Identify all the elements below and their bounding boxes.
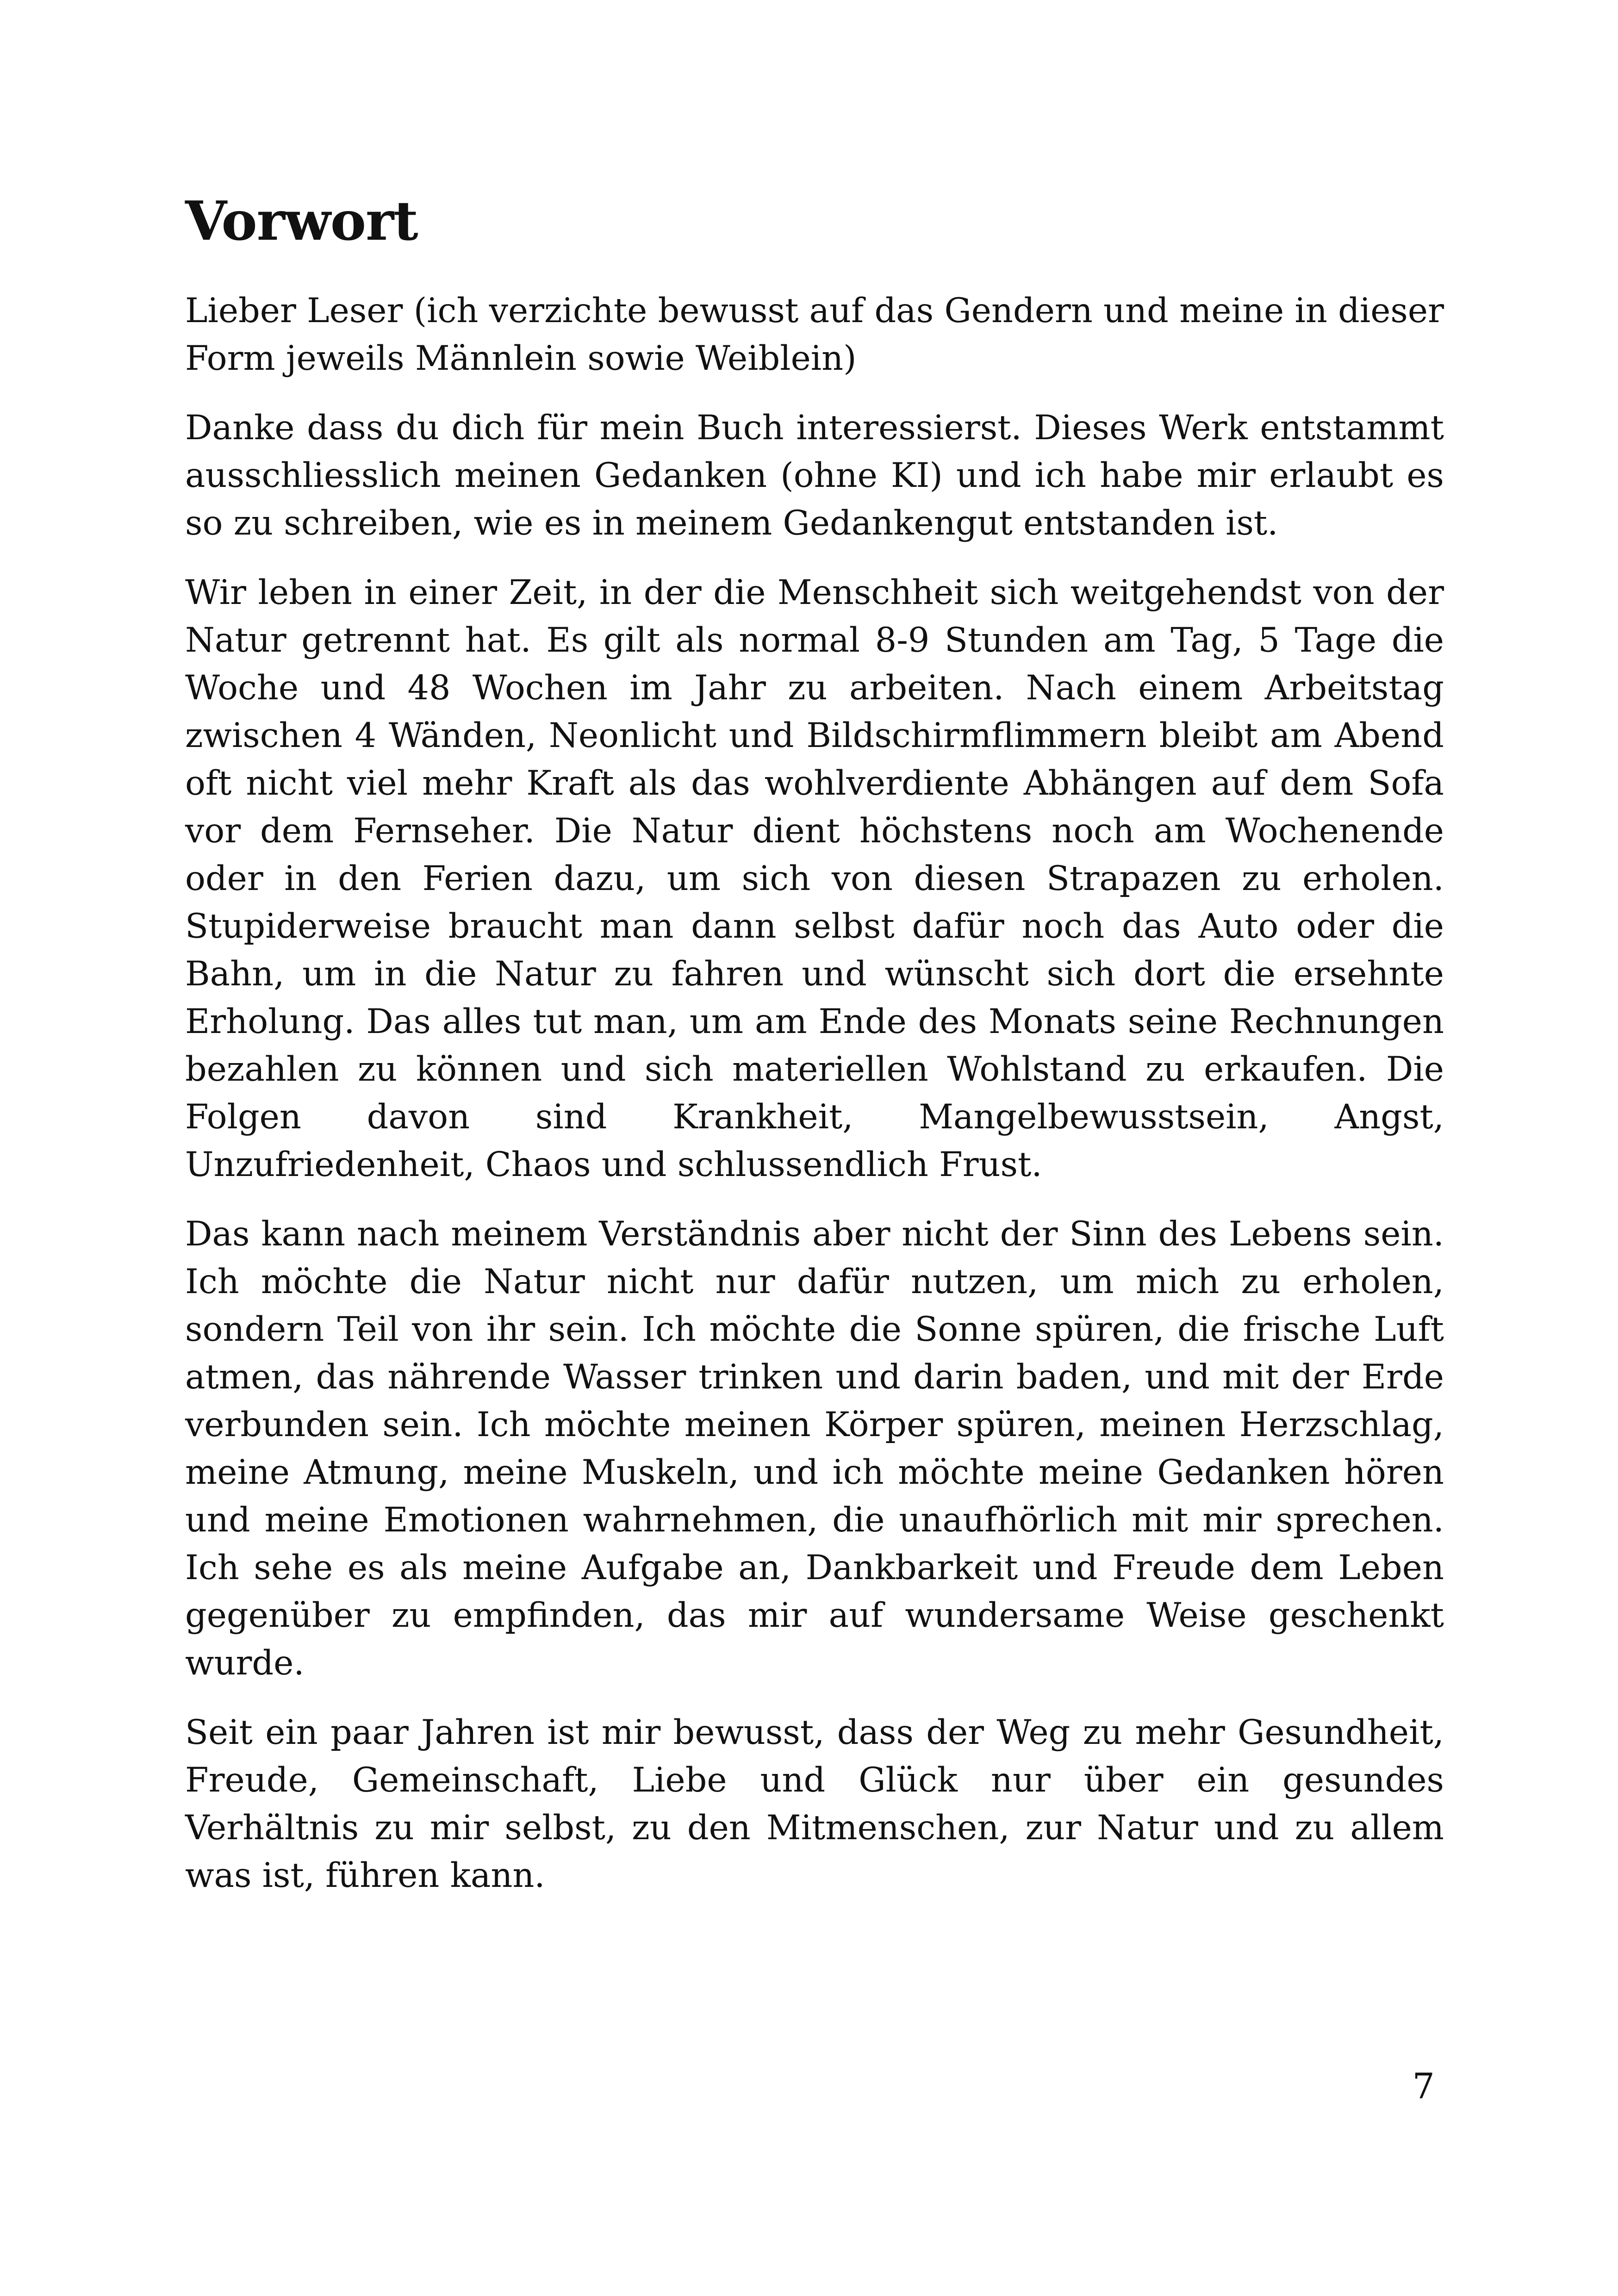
paragraph-3: Wir leben in einer Zeit, in der die Menschheit sich weitgehendst von der Natur getrennt hat. Es gilt als normal 8-9 Stunden am Tag, 5 Tage die Woche und 48 Wochen im Jahr zu arbeiten. Nach einem Arbeitstag zwischen 4 Wänden, Neonlicht und Bildschirmflimmern bleibt am Abend oft nicht viel mehr Kraft als das wohlverdiente Abhängen auf dem Sofa vor dem Fernseher. Die Natur dient höchstens noch am Wochenende oder in den Ferien dazu, um sich von diesen Strapazen zu erholen. Stupiderweise braucht man dann selbst dafür noch das Auto oder die Bahn, um in die Natur zu fahren und wünscht sich dort die ersehnte Erholung. Das alles tut man, um am Ende des Monats seine Rechnungen bezahlen zu können und sich materiellen Wohlstand zu erkaufen. Die Folgen davon sind Krankheit, Mangelbewusstsein, Angst, Unzufriedenheit, Chaos und schlussendlich Frust. [185,573,1444,1184]
body-text [185,287,1444,1921]
paragraph-1: Lieber Leser (ich verzichte bewusst auf das Gendern und meine in dieser Form jeweils Männlein sowie Weiblein) [185,291,1444,378]
paragraph-4: Das kann nach meinem Verständnis aber nicht der Sinn des Lebens sein. Ich möchte die Natur nicht nur dafür nutzen, um mich zu erholen, sondern Teil von ihr sein. Ich möchte die Sonne spüren, die frische Luft atmen, das nährende Wasser trinken und darin baden, und mit der Erde verbunden sein. Ich möchte meinen Körper spüren, meinen Herzschlag, meine Atmung, meine Muskeln, und ich möchte meine Gedanken hören und meine Emotionen wahrnehmen, die unaufhörlich mit mir sprechen. Ich sehe es als meine Aufgabe an, Dankbarkeit und Freude dem Leben gegenüber zu empfinden, das mir auf wundersame Weise geschenkt wurde. [185,1214,1444,1683]
paragraph-5: Seit ein paar Jahren ist mir bewusst, dass der Weg zu mehr Gesundheit, Freude, Gemeinschaft, Liebe und Glück nur über ein gesundes Verhältnis zu mir selbst, zu den Mitmenschen, zur Natur und zu allem was ist, führen kann. [185,1713,1444,1895]
paragraph-2: Danke dass du dich für mein Buch interessierst. Dieses Werk entstammt ausschliesslich meinen Gedanken (ohne KI) und ich habe mir erlaubt es so zu schreiben, wie es in meinem Gedankengut entstanden ist. [185,408,1444,543]
page-number: 7 [1412,2066,1435,2107]
chapter-heading: Vorwort [185,190,418,253]
